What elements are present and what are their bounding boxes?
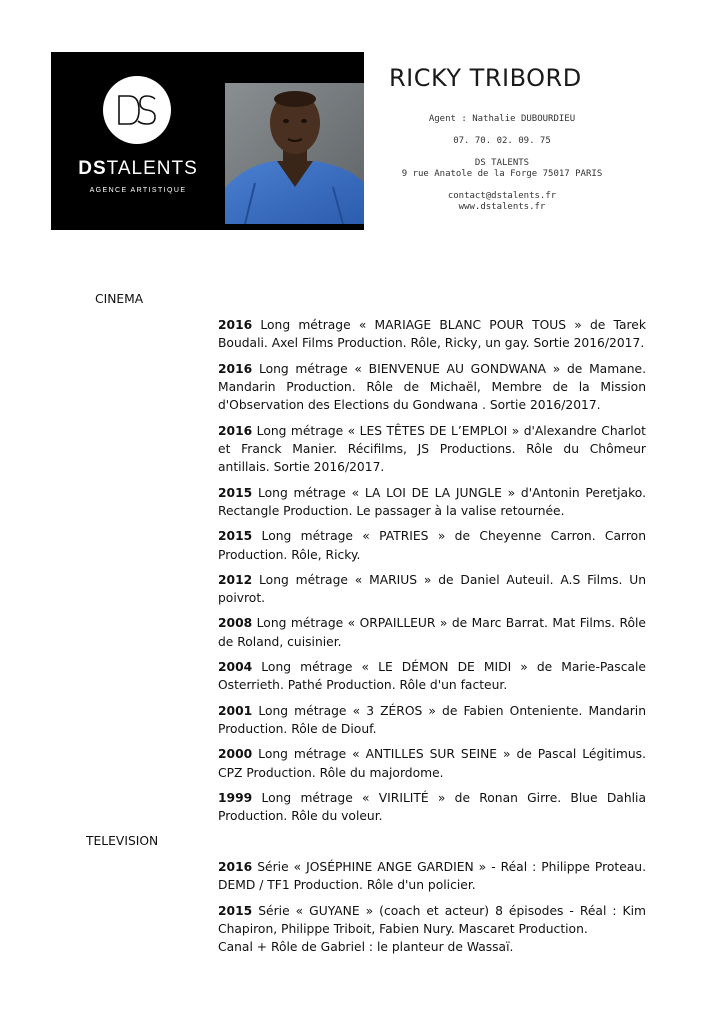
agency-address: 9 rue Anatole de la Forge 75017 PARIS bbox=[401, 169, 603, 179]
filmography-entry bbox=[218, 614, 646, 651]
filmography-entry bbox=[218, 316, 646, 353]
entry-year: 2016 bbox=[218, 318, 253, 332]
entry-year: 2016 bbox=[218, 860, 253, 874]
filmography-entry bbox=[218, 360, 646, 415]
entry-year: 2001 bbox=[218, 703, 253, 718]
entry-year: 2016 bbox=[218, 423, 253, 438]
actor-name: RICKY TRIBORD bbox=[389, 64, 582, 92]
entry-year: 2008 bbox=[218, 616, 253, 631]
entry-text-continuation: Canal + Rôle de Gabriel : le planteur de Wassaï. bbox=[218, 940, 514, 955]
agent-contact-block bbox=[382, 114, 622, 213]
ds-logo-icon bbox=[103, 76, 171, 144]
brand-name-bold: DS bbox=[78, 158, 107, 179]
filmography-entry bbox=[218, 571, 646, 608]
agency-name: DS TALENTS bbox=[474, 158, 530, 168]
entry-year: 2015 bbox=[218, 529, 253, 544]
filmography-entry bbox=[218, 527, 646, 564]
entry-year: 2012 bbox=[218, 572, 253, 587]
entry-text: Long métrage « ORPAILLEUR » de Marc Barrat. Mat Films. Rôle de Roland, cuisinier. bbox=[218, 616, 646, 649]
section-heading-cinema: CINEMA bbox=[95, 292, 144, 306]
entry-text: Long métrage « BIENVENUE AU GONDWANA » de Mamane. Mandarin Production. Rôle de Michaël, Membre de la Mission d'Observation des Elections du Gondwana . Sortie 2016/2017. bbox=[218, 361, 646, 413]
entry-year: 2015 bbox=[218, 903, 253, 918]
entry-text: Long métrage « LE DÉMON DE MIDI » de Marie-Pascale Osterrieth. Pathé Production. Rôle d'un facteur. bbox=[218, 660, 646, 693]
filmography-entry bbox=[218, 858, 646, 895]
filmography-entry bbox=[218, 789, 646, 826]
filmography-entry bbox=[218, 702, 646, 739]
brand-name-rest: TALENTS bbox=[106, 158, 198, 179]
ds-logo bbox=[103, 76, 171, 144]
entry-text: Long métrage « LES TÊTES DE L’EMPLOI » d'Alexandre Charlot et Franck Manier. Récifilms, JS Productions. Rôle du Chômeur antillais. Sortie 2016/2017. bbox=[218, 423, 646, 475]
brand-name bbox=[72, 158, 204, 180]
entry-year: 2000 bbox=[218, 747, 253, 762]
entry-year: 1999 bbox=[218, 790, 253, 805]
television-list bbox=[218, 858, 646, 964]
agent-phone[interactable]: 07. 70. 02. 09. 75 bbox=[453, 136, 551, 146]
agent-name: Agent : Nathalie DUBOURDIEU bbox=[428, 114, 576, 124]
cinema-list bbox=[218, 316, 646, 833]
entry-text: Long métrage « LA LOI DE LA JUNGLE » d'Antonin Peretjako. Rectangle Production. Le passager à la valise retournée. bbox=[218, 485, 646, 519]
entry-text: Série « GUYANE » (coach et acteur) 8 épisodes - Réal : Kim Chapiron, Philippe Triboit, Fabien Nury. Mascaret Production. bbox=[218, 903, 646, 937]
agency-website[interactable]: www.dstalents.fr bbox=[458, 202, 546, 212]
entry-year: 2016 bbox=[218, 361, 253, 376]
entry-text: Série « JOSÉPHINE ANGE GARDIEN » - Réal : Philippe Proteau. DEMD / TF1 Production. Rôle d'un policier. bbox=[218, 860, 646, 893]
filmography-entry bbox=[218, 902, 646, 957]
actor-photo bbox=[225, 83, 364, 224]
agency-email[interactable]: contact@dstalents.fr bbox=[447, 191, 557, 201]
entry-year: 2004 bbox=[218, 660, 253, 675]
entry-text: Long métrage « VIRILITÉ » de Ronan Girre. Blue Dahlia Production. Rôle du voleur. bbox=[218, 790, 646, 824]
entry-text: Long métrage « MARIUS » de Daniel Auteuil. A.S Films. Un poivrot. bbox=[218, 572, 646, 606]
entry-text: Long métrage « 3 ZÉROS » de Fabien Onteniente. Mandarin Production. Rôle de Diouf. bbox=[218, 703, 646, 737]
filmography-entry bbox=[218, 745, 646, 782]
brand-subtitle: AGENCE ARTISTIQUE bbox=[89, 187, 187, 194]
agency-banner bbox=[51, 52, 364, 230]
entry-text: Long métrage « MARIAGE BLANC POUR TOUS » de Tarek Boudali. Axel Films Production. Rôle, Ricky, un gay. Sortie 2016/2017. bbox=[218, 318, 646, 351]
entry-year: 2015 bbox=[218, 485, 253, 500]
entry-text: Long métrage « PATRIES » de Cheyenne Carron. Carron Production. Rôle, Ricky. bbox=[218, 529, 646, 562]
entry-text: Long métrage « ANTILLES SUR SEINE » de Pascal Légitimus. CPZ Production. Rôle du majordome. bbox=[218, 747, 646, 780]
section-heading-television: TELEVISION bbox=[86, 834, 159, 848]
filmography-entry bbox=[218, 422, 646, 477]
filmography-entry bbox=[218, 658, 646, 695]
filmography-entry bbox=[218, 484, 646, 521]
